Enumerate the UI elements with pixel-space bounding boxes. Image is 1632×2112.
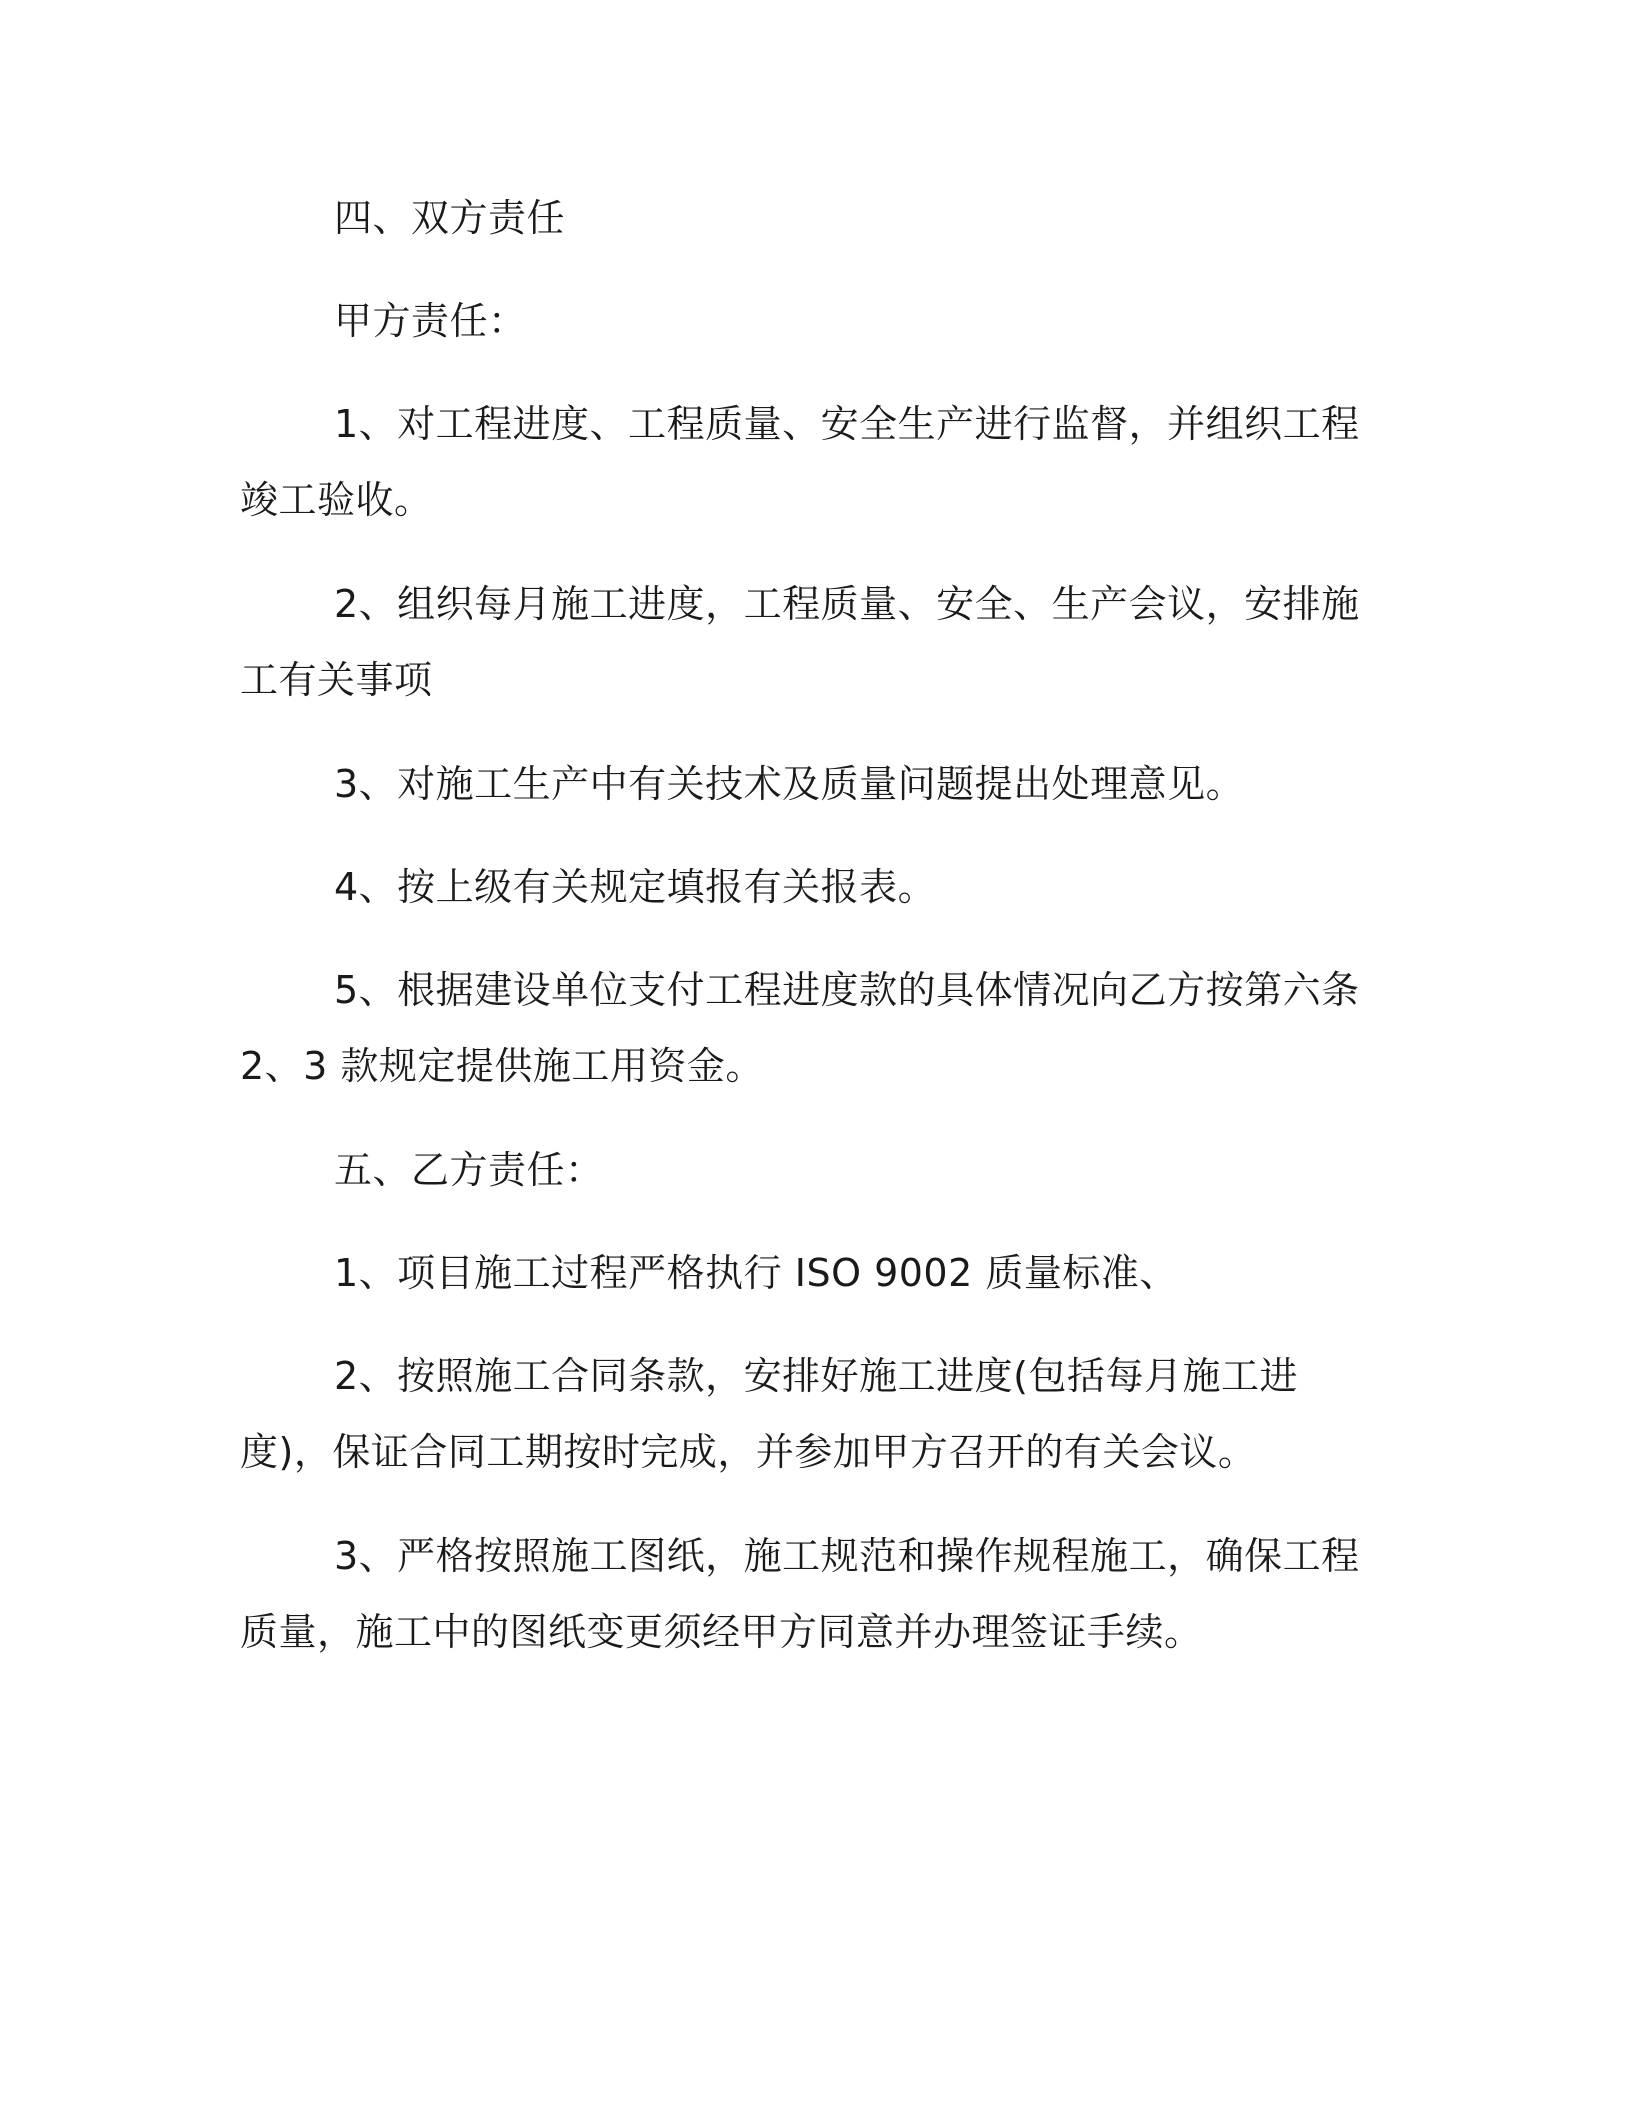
section-heading-mutual-responsibilities: 四、双方责任 bbox=[334, 196, 566, 240]
party-a-item-2: 2、组织每月施工进度，工程质量、安全、生产会议，安排施工有关事项 bbox=[240, 582, 1360, 702]
section-heading-party-b-responsibilities: 五、乙方责任： bbox=[334, 1148, 604, 1192]
party-a-item-3: 3、对施工生产中有关技术及质量问题提出处理意见。 bbox=[334, 762, 1245, 806]
subheading-party-a-responsibilities: 甲方责任： bbox=[334, 299, 527, 343]
party-b-item-2: 2、按照施工合同条款，安排好施工进度(包括每月施工进度)，保证合同工期按时完成，并参加甲方召开的有关会议。 bbox=[240, 1354, 1299, 1474]
party-a-item-5: 5、根据建设单位支付工程进度款的具体情况向乙方按第六条 2、3 款规定提供施工用资金。 bbox=[240, 968, 1360, 1088]
party-b-item-3: 3、严格按照施工图纸，施工规范和操作规程施工，确保工程质量，施工中的图纸变更须经甲方同意并办理签证手续。 bbox=[240, 1534, 1360, 1654]
party-a-item-1: 1、对工程进度、工程质量、安全生产进行监督，并组织工程竣工验收。 bbox=[240, 402, 1360, 522]
party-a-item-4: 4、按上级有关规定填报有关报表。 bbox=[334, 865, 937, 909]
party-b-item-1: 1、项目施工过程严格执行 ISO 9002 质量标准、 bbox=[334, 1251, 1178, 1295]
